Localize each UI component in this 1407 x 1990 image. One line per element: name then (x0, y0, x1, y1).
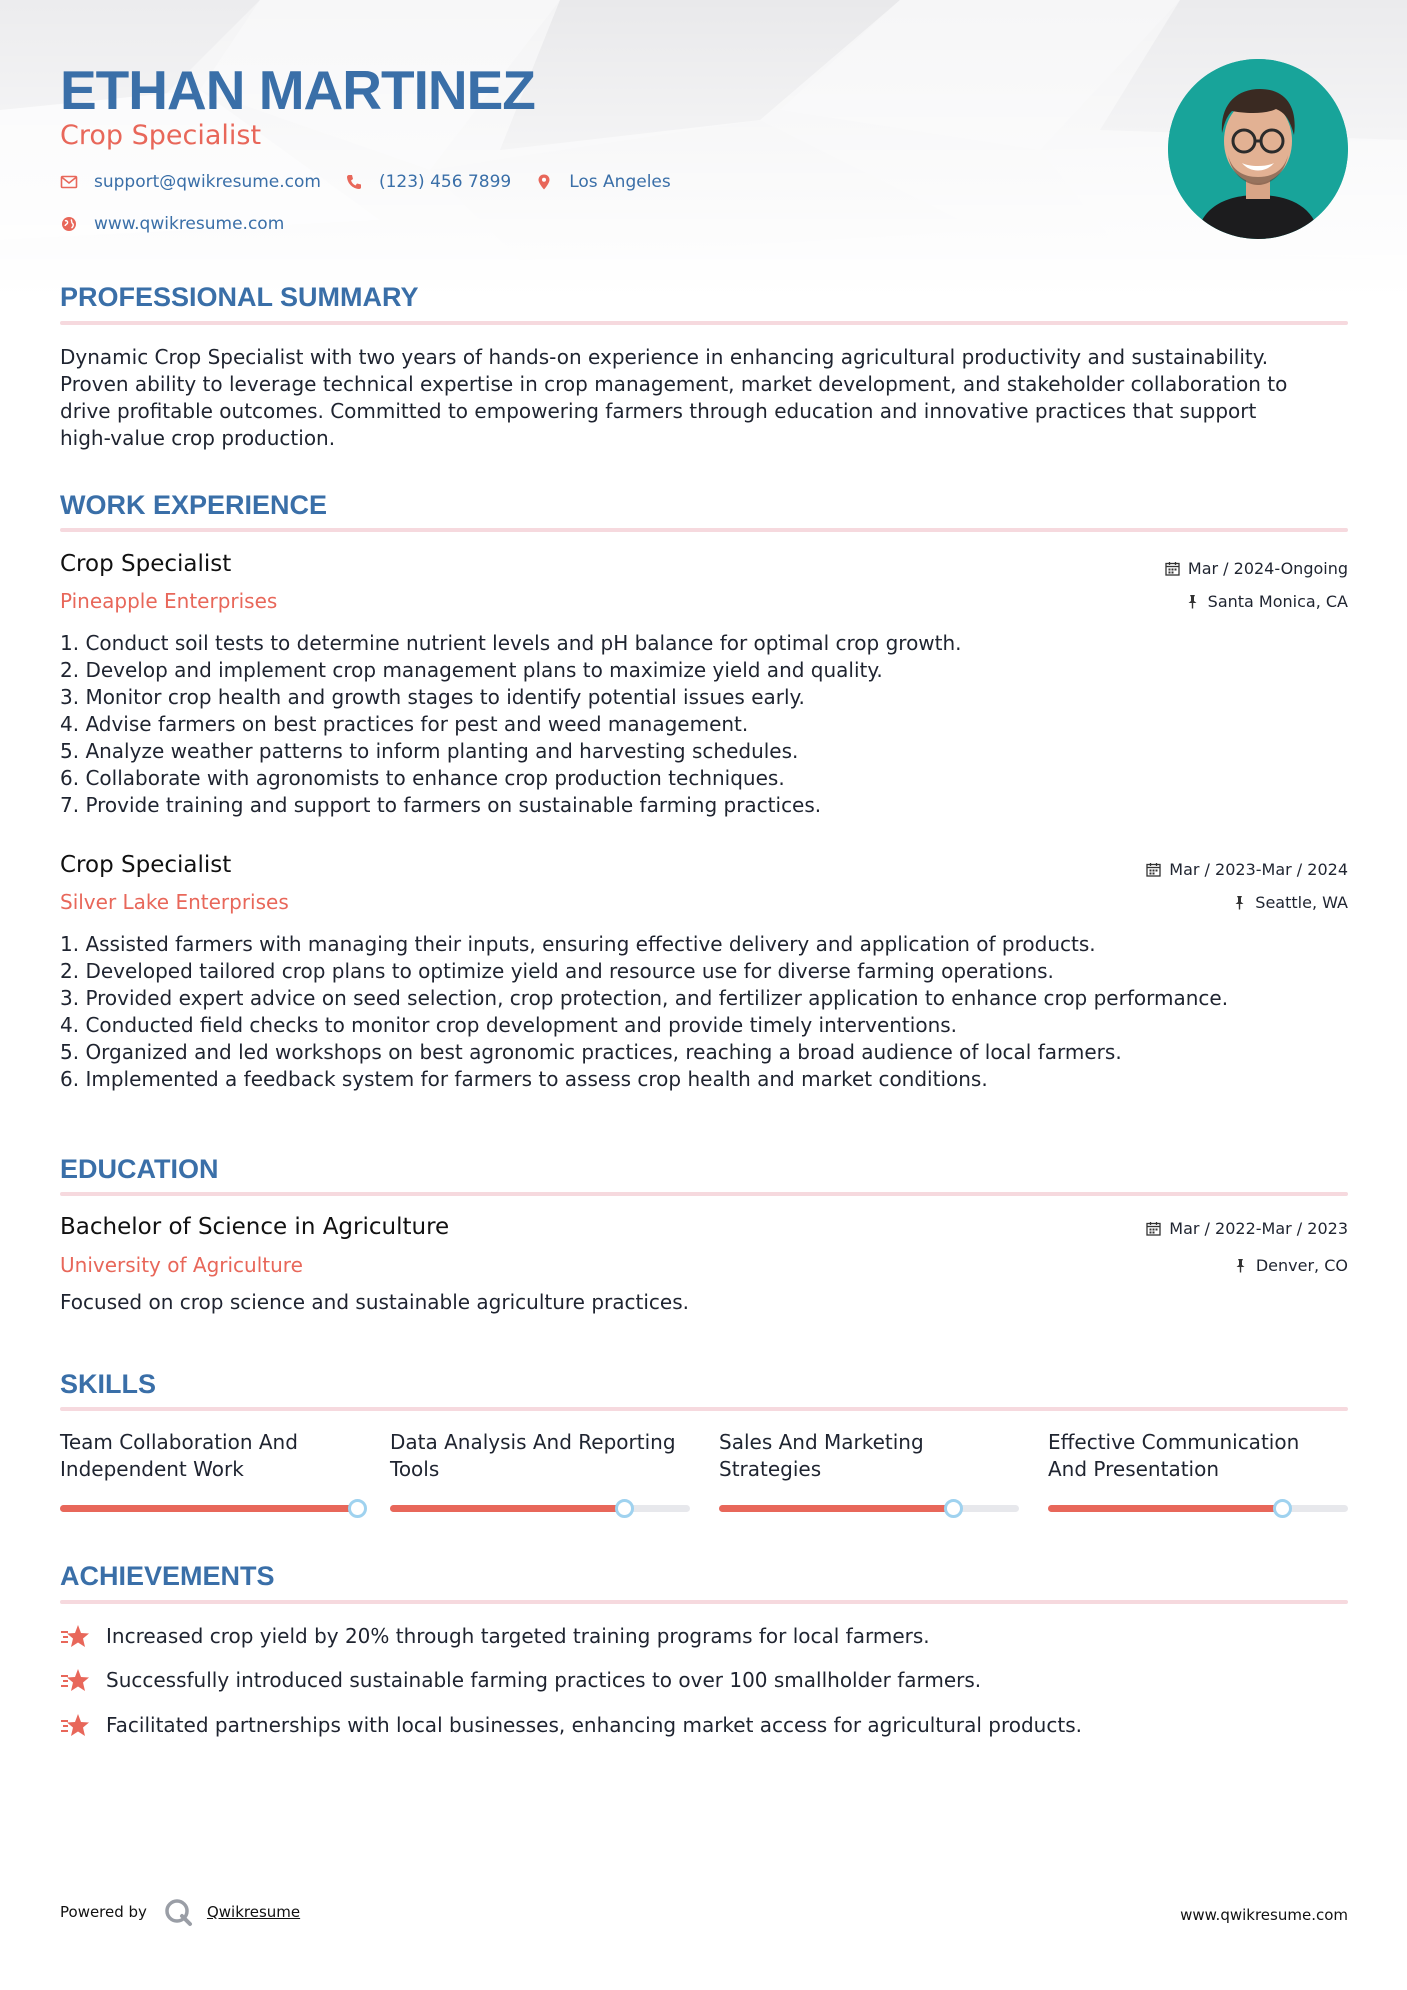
summary-text (60, 344, 1348, 452)
list-item: 5. Organized and led workshops on best agronomic practices, reaching a broad audience of local farmers. (60, 1040, 1122, 1064)
achievement-text: Increased crop yield by 20% through targeted training programs for local farmers. (106, 1624, 930, 1648)
list-item: 1. Assisted farmers with managing their inputs, ensuring effective delivery and application of products. (60, 932, 1096, 956)
job-title: Crop Specialist (60, 852, 232, 878)
envelope-icon (60, 173, 78, 191)
list-item: 5. Analyze weather patterns to inform planting and harvesting schedules. (60, 739, 799, 763)
education-school: University of Agriculture (60, 1253, 303, 1277)
skill-name-line: Independent Work (60, 1457, 244, 1481)
list-item: 2. Developed tailored crop plans to optimize yield and resource use for diverse farming operations. (60, 959, 1054, 983)
section-divider (60, 528, 1348, 532)
skill-level-knob (944, 1499, 963, 1518)
skill-item (390, 1429, 690, 1512)
calendar-icon (1146, 862, 1161, 877)
section-divider (60, 321, 1348, 325)
qwikresume-logo-icon (163, 1897, 193, 1927)
calendar-icon (1146, 1221, 1161, 1236)
education-degree: Bachelor of Science in Agriculture (60, 1214, 450, 1240)
section-heading-achievements: ACHIEVEMENTS (60, 1561, 275, 1591)
achievement-item (60, 1623, 930, 1649)
education-description: Focused on crop science and sustainable agriculture practices. (60, 1290, 689, 1314)
pushpin-icon (1185, 594, 1200, 609)
summary-line: high-value crop production. (60, 426, 336, 450)
profile-photo (1168, 59, 1348, 239)
skill-name (390, 1429, 690, 1483)
education-dates-text: Mar / 2022-Mar / 2023 (1169, 1219, 1348, 1238)
location-text: Los Angeles (569, 172, 671, 192)
list-item: 4. Advise farmers on best practices for pest and weed management. (60, 712, 749, 736)
job-company: Silver Lake Enterprises (60, 890, 289, 914)
skill-level-fill (719, 1505, 953, 1512)
skill-level-bar (1048, 1505, 1348, 1512)
skill-name (60, 1429, 360, 1483)
qwikresume-link[interactable]: Qwikresume (206, 1903, 301, 1921)
footer-branding (60, 1897, 300, 1927)
contact-website[interactable] (60, 214, 284, 234)
skill-name-line: Sales And Marketing (719, 1430, 924, 1454)
section-heading-skills: SKILLS (60, 1369, 157, 1399)
achievement-item (60, 1712, 1082, 1738)
job-dates (1165, 559, 1348, 578)
pushpin-icon (1232, 895, 1247, 910)
candidate-name: ETHAN MARTINEZ (60, 59, 535, 121)
achievement-text: Successfully introduced sustainable farming practices to over 100 smallholder farmers. (106, 1668, 982, 1692)
contact-location (535, 172, 671, 192)
globe-icon (60, 215, 78, 233)
list-item: 6. Implemented a feedback system for farmers to assess crop health and market conditions. (60, 1067, 988, 1091)
phone-text: (123) 456 7899 (378, 172, 512, 192)
job-dates-text: Mar / 2023-Mar / 2024 (1169, 860, 1348, 879)
skill-level-knob (1273, 1499, 1292, 1518)
list-item: 3. Monitor crop health and growth stages to identify potential issues early. (60, 685, 805, 709)
skill-name-line: Effective Communication (1048, 1430, 1300, 1454)
skill-name-line: Strategies (719, 1457, 822, 1481)
list-item: 4. Conducted field checks to monitor crop development and provide timely interventions. (60, 1013, 958, 1037)
pushpin-icon (1233, 1258, 1248, 1273)
skill-level-fill (60, 1505, 357, 1512)
skill-name (1048, 1429, 1348, 1483)
skill-level-bar (60, 1505, 360, 1512)
job-responsibilities (60, 931, 1348, 1093)
education-dates (1146, 1219, 1348, 1238)
website-text: www.qwikresume.com (94, 214, 285, 234)
education-location-text: Denver, CO (1255, 1256, 1348, 1275)
candidate-title: Crop Specialist (60, 120, 262, 151)
job-company: Pineapple Enterprises (60, 589, 278, 613)
job-dates (1146, 860, 1348, 879)
skill-name-line: Tools (390, 1457, 440, 1481)
summary-line: Proven ability to leverage technical expertise in crop management, market development, and stakeholder collaboration to (60, 372, 1288, 396)
summary-line: drive profitable outcomes. Committed to empowering farmers through education and innovative practices that support (60, 399, 1257, 423)
list-item: 7. Provide training and support to farmers on sustainable farming practices. (60, 793, 822, 817)
job-location-text: Santa Monica, CA (1207, 592, 1348, 611)
list-item: 1. Conduct soil tests to determine nutrient levels and pH balance for optimal crop growth. (60, 631, 962, 655)
skill-item (60, 1429, 360, 1512)
skill-item (719, 1429, 1019, 1512)
list-item: 6. Collaborate with agronomists to enhance crop production techniques. (60, 766, 785, 790)
section-heading-experience: WORK EXPERIENCE (60, 490, 328, 520)
star-icon (60, 1623, 90, 1649)
skill-level-bar (719, 1505, 1019, 1512)
list-item: 2. Develop and implement crop management plans to maximize yield and quality. (60, 658, 883, 682)
phone-icon (345, 173, 363, 191)
skill-name-line: And Presentation (1048, 1457, 1220, 1481)
skill-name (719, 1429, 1019, 1483)
skill-level-bar (390, 1505, 690, 1512)
section-divider (60, 1600, 1348, 1604)
list-item: 3. Provided expert advice on seed selection, crop protection, and fertilizer application to enhance crop performance. (60, 986, 1229, 1010)
skill-name-line: Team Collaboration And (60, 1430, 298, 1454)
star-icon (60, 1667, 90, 1693)
job-responsibilities (60, 630, 1348, 819)
powered-by-label: Powered by (60, 1903, 147, 1921)
job-location (1185, 592, 1348, 611)
section-divider (60, 1407, 1348, 1411)
skill-item (1048, 1429, 1348, 1512)
job-dates-text: Mar / 2024-Ongoing (1187, 559, 1348, 578)
map-pin-icon (535, 173, 553, 191)
achievement-item (60, 1667, 981, 1693)
skill-level-knob (348, 1499, 367, 1518)
achievement-text: Facilitated partnerships with local businesses, enhancing market access for agricultural products. (106, 1713, 1082, 1737)
summary-line: Dynamic Crop Specialist with two years of hands-on experience in enhancing agricultural productivity and sustainability. (60, 345, 1269, 369)
skill-name-line: Data Analysis And Reporting (390, 1430, 676, 1454)
star-icon (60, 1712, 90, 1738)
calendar-icon (1165, 561, 1180, 576)
skill-level-knob (615, 1499, 634, 1518)
section-heading-education: EDUCATION (60, 1154, 219, 1184)
section-heading-summary: PROFESSIONAL SUMMARY (60, 282, 419, 312)
skill-level-fill (390, 1505, 624, 1512)
contact-email[interactable] (60, 172, 321, 192)
footer-website[interactable]: www.qwikresume.com (1180, 1906, 1348, 1924)
contact-row (60, 214, 308, 234)
job-location-text: Seattle, WA (1255, 893, 1348, 912)
contact-row (60, 172, 695, 192)
job-location (1232, 893, 1348, 912)
email-text: support@qwikresume.com (94, 172, 321, 192)
person-avatar-illustration (1168, 59, 1348, 239)
contact-phone[interactable] (345, 172, 511, 192)
section-divider (60, 1192, 1348, 1196)
skill-level-fill (1048, 1505, 1282, 1512)
job-title: Crop Specialist (60, 551, 232, 577)
education-location (1233, 1256, 1348, 1275)
